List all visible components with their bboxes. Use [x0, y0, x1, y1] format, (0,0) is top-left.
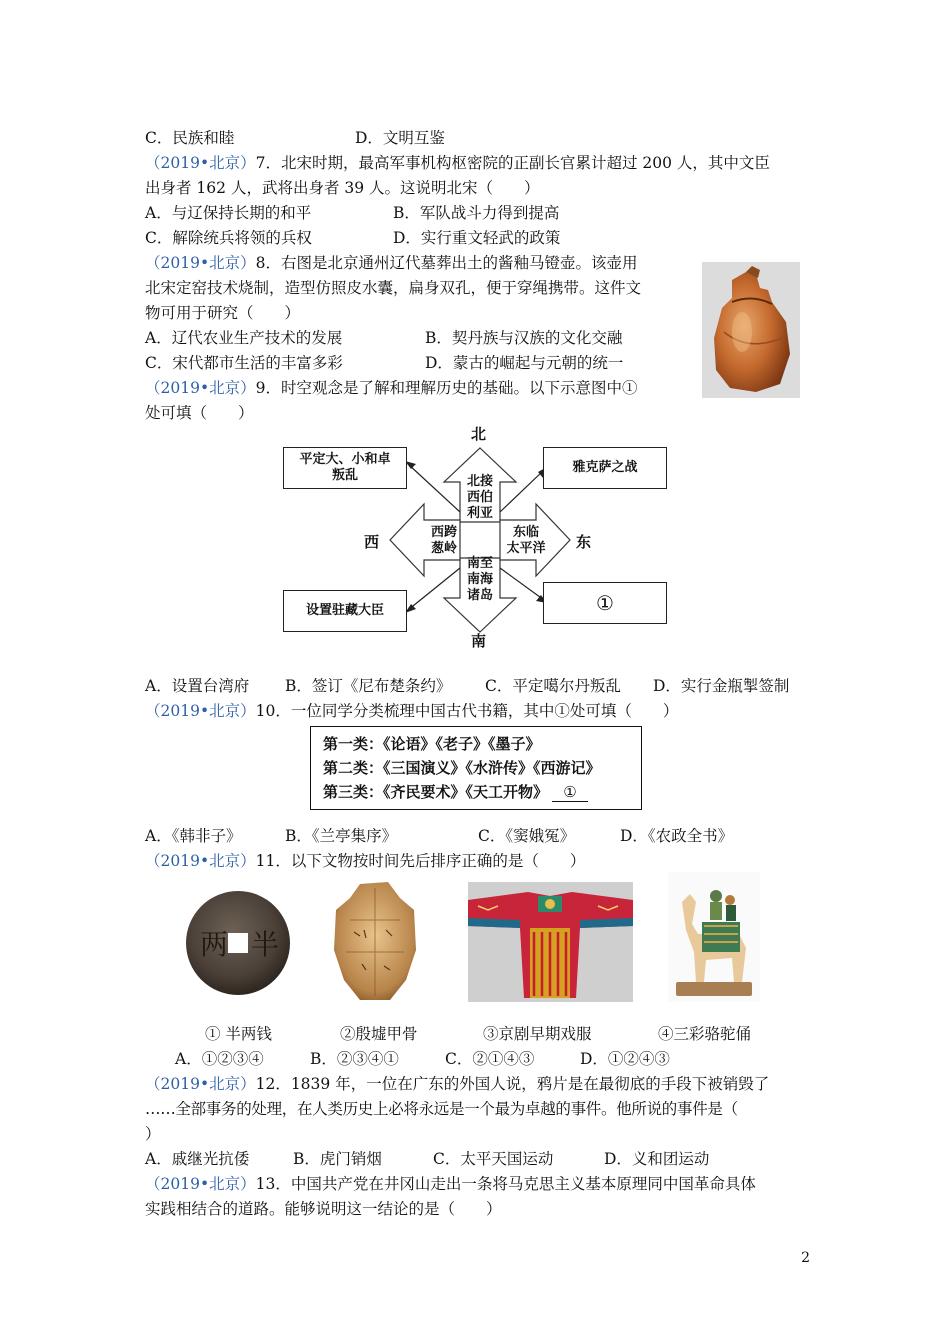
q8-line-1: （2019•北京）8．右图是北京通州辽代墓葬出土的酱釉马镫壶。该壶用 [145, 254, 638, 272]
q7-line-2: 出身者 162 人，武将出身者 39 人。这说明北宋（ ） [145, 179, 540, 197]
q13-line-2: 实践相结合的道路。能够说明这一结论的是（ ） [145, 1200, 502, 1218]
q11-option-d: D．①②④③ [580, 1050, 670, 1068]
q10-option-c: C．《窦娥冤》 [478, 827, 576, 845]
q7-option-d: D．实行重文轻武的政策 [393, 229, 561, 247]
east-label: 东 [576, 533, 592, 551]
question-source: （2019•北京） [145, 702, 256, 720]
north-label: 北 [471, 425, 487, 443]
q8-option-c: C．宋代都市生活的丰富多彩 [145, 354, 343, 372]
prev-option-d: D．文明互鉴 [355, 129, 445, 147]
q7-option-c: C．解除统兵将领的兵权 [145, 229, 312, 247]
q13-line-1: （2019•北京）13．中国共产党在井冈山走出一条将马克思主义基本原理同中国革命具体 [145, 1175, 756, 1193]
opera-costume-image [468, 882, 633, 1002]
caption-oracle-bone: ②殷墟甲骨 [340, 1025, 418, 1043]
q12-option-a: A．戚继光抗倭 [145, 1150, 250, 1168]
q9-option-c: C．平定噶尔丹叛乱 [485, 677, 621, 695]
question-source: （2019•北京） [145, 254, 256, 272]
q12-option-b: B．虎门销烟 [293, 1150, 382, 1168]
q12-line-1: （2019•北京）12．1839 年，一位在广东的外国人说，鸦片是在最彻底的手段下被销毁了 [145, 1075, 770, 1093]
page-number: 2 [801, 1250, 810, 1266]
book-row-1: 第一类：《论语》《老子》《墨子》 [323, 735, 541, 753]
q7-option-b: B．军队战斗力得到提高 [393, 204, 560, 222]
coin-glyph-liang: 两 [200, 928, 229, 961]
caption-opera-costume: ③京剧早期戏服 [483, 1025, 592, 1043]
q12-option-c: C．太平天国运动 [433, 1150, 554, 1168]
q9-line-2: 处可填（ ） [145, 404, 254, 422]
stirrup-pot-image [702, 262, 800, 398]
q10-option-b: B．《兰亭集序》 [285, 827, 398, 845]
q8-line-3: 物可用于研究（ ） [145, 304, 301, 322]
q11-option-a: A．①②③④ [175, 1050, 264, 1068]
q11-line-1: （2019•北京）11．以下文物按时间先后排序正确的是（ ） [145, 852, 586, 870]
q7-option-a: A．与辽保持长期的和平 [145, 204, 312, 222]
question-source: （2019•北京） [145, 1075, 256, 1093]
q10-option-a: A．《韩非子》 [145, 827, 242, 845]
q10-option-d: D．《农政全书》 [620, 827, 734, 845]
caption-camel: ④三彩骆驼俑 [658, 1025, 752, 1043]
q8-option-d: D．蒙古的崛起与元朝的统一 [425, 354, 624, 372]
book-classification-box [310, 726, 642, 810]
q12-line-3: ） [145, 1125, 161, 1143]
caption-coin: ① 半两钱 [205, 1025, 272, 1043]
question-source: （2019•北京） [145, 154, 256, 172]
box-northwest: 平定大、小和卓 叛乱 [283, 447, 407, 489]
arrow-west-text: 西跨 葱岭 [430, 525, 457, 556]
book-row-3: 第三类：《齐民要术》《天工开物》 ① [323, 781, 588, 802]
camel-figurine-image [668, 872, 760, 1002]
arrow-south-text: 南至 南海 诸岛 [466, 556, 493, 603]
arrow-east-text: 东临 太平洋 [506, 525, 546, 556]
q9-option-a: A．设置台湾府 [145, 677, 250, 695]
ban-liang-coin-image [183, 888, 293, 998]
q8-line-2: 北宋定窑技术烧制，造型仿照皮水囊，扁身双孔，便于穿绳携带。这件文 [145, 279, 642, 297]
arrow-north-text: 北接 西伯 利亚 [466, 474, 493, 521]
book-row-2: 第二类：《三国演义》《水浒传》《西游记》 [323, 759, 601, 777]
question-source: （2019•北京） [145, 1175, 256, 1193]
q12-line-2: ……全部事务的处理，在人类历史上必将永远是一个最为卓越的事件。他所说的事件是（ [145, 1100, 738, 1118]
q7-line-1: （2019•北京）7．北宋时期，最高军事机构枢密院的正副长官累计超过 200 人，其中文臣 [145, 154, 770, 172]
box-northeast: 雅克萨之战 [543, 447, 667, 489]
question-source: （2019•北京） [145, 852, 256, 870]
q11-option-c: C．②①④③ [445, 1050, 535, 1068]
q8-option-b: B．契丹族与汉族的文化交融 [425, 329, 623, 347]
q10-line-1: （2019•北京）10．一位同学分类梳理中国古代书籍，其中①处可填（ ） [145, 702, 679, 720]
q9-option-b: B．签订《尼布楚条约》 [285, 677, 452, 695]
coin-glyph-ban: 半 [251, 928, 280, 961]
q8-option-a: A．辽代农业生产技术的发展 [145, 329, 343, 347]
south-label: 南 [471, 632, 487, 650]
west-label: 西 [364, 533, 380, 551]
q11-option-b: B．②③④① [310, 1050, 399, 1068]
prev-option-c: C．民族和睦 [145, 129, 235, 147]
book-blank: ① [552, 783, 588, 802]
oracle-bone-image [330, 880, 420, 1005]
box-southwest: 设置驻藏大臣 [283, 590, 407, 632]
q9-line-1: （2019•北京）9．时空观念是了解和理解历史的基础。以下示意图中① [145, 379, 638, 397]
box-southeast-blank: ① [543, 582, 667, 624]
q12-option-d: D．义和团运动 [604, 1150, 710, 1168]
q9-option-d: D．实行金瓶掣签制 [653, 677, 790, 695]
question-source: （2019•北京） [145, 379, 256, 397]
